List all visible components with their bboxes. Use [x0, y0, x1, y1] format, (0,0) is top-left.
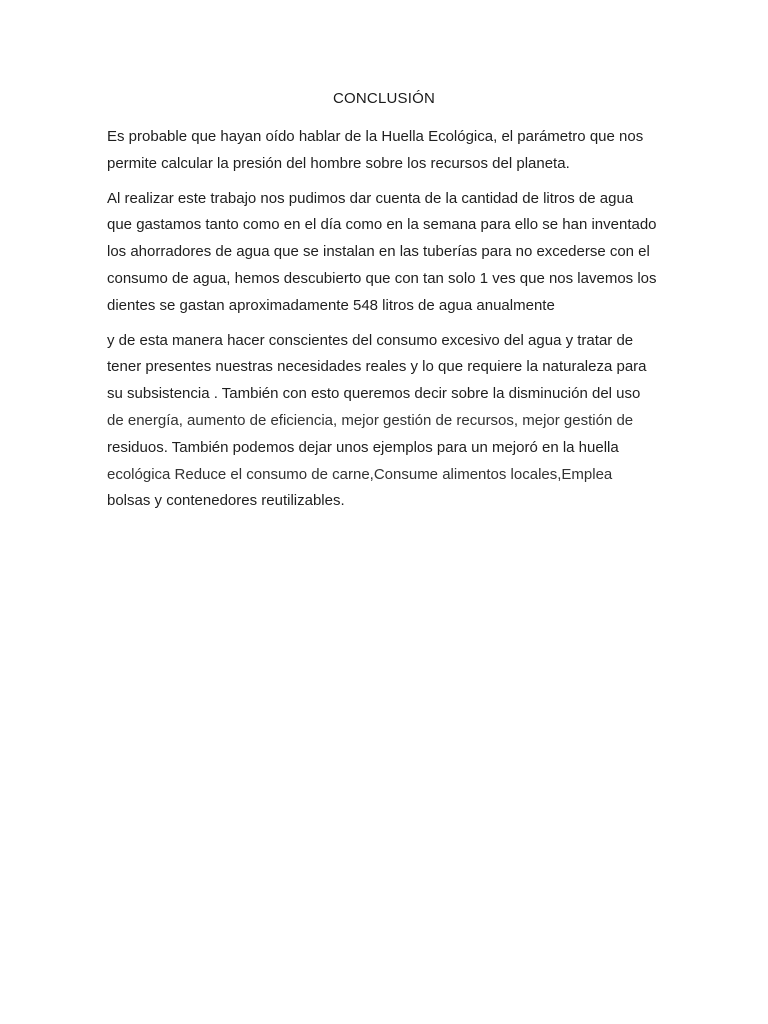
document-body — [107, 124, 707, 515]
paragraph-line: los ahorradores de agua que se instalan en las tuberías para no excederse con el — [107, 243, 650, 261]
paragraph-line: tener presentes nuestras necesidades reales y lo que requiere la naturaleza para — [107, 358, 647, 376]
paragraph-line: permite calcular la presión del hombre sobre los recursos del planeta. — [107, 154, 570, 172]
paragraph-line: ecológica Reduce el consumo de carne,Consume alimentos locales,Emplea — [107, 465, 613, 483]
paragraph-water-usage — [107, 186, 707, 320]
paragraph-spacer — [107, 320, 707, 328]
paragraph-line: dientes se gastan aproximadamente 548 litros de agua anualmente — [107, 296, 555, 314]
paragraph-intro — [107, 124, 707, 178]
paragraph-line: de energía, aumento de eficiencia, mejor gestión de recursos, mejor gestión de — [107, 411, 634, 429]
page-title: CONCLUSIÓN — [332, 90, 435, 107]
paragraph-line: su subsistencia . También con esto queremos decir sobre la disminución del uso — [107, 385, 641, 403]
paragraph-line: Es probable que hayan oído hablar de la Huella Ecológica, el parámetro que nos — [107, 128, 644, 145]
paragraph-awareness — [107, 328, 707, 516]
paragraph-line: Al realizar este trabajo nos pudimos dar cuenta de la cantidad de litros de agua — [107, 189, 634, 207]
paragraph-line: y de esta manera hacer conscientes del consumo excesivo del agua y tratar de — [107, 331, 634, 349]
paragraph-line: consumo de agua, hemos descubierto que con tan solo 1 ves que nos lavemos los — [107, 269, 657, 287]
paragraph-line: que gastamos tanto como en el día como en la semana para ello se han inventado — [107, 216, 657, 234]
paragraph-spacer — [107, 178, 707, 186]
paragraph-line: residuos. También podemos dejar unos ejemplos para un mejoró en la huella — [107, 438, 619, 456]
paragraph-line: bolsas y contenedores reutilizables. — [107, 492, 345, 510]
